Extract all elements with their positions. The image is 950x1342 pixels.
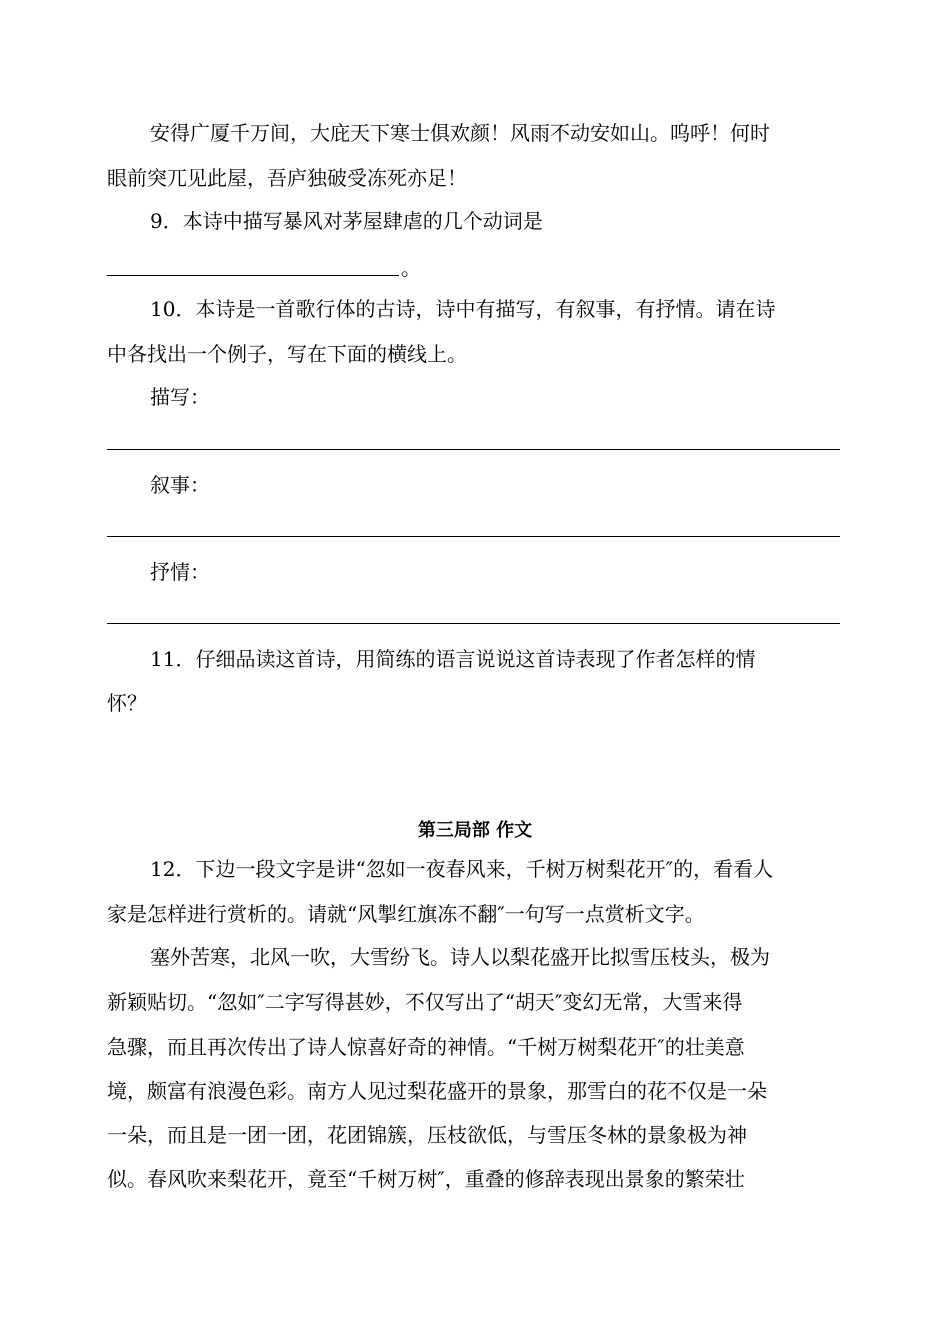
- q9-end-mark: 。: [401, 256, 421, 280]
- answer-line-q9: [107, 275, 399, 276]
- question-10-line-1: 10．本诗是一首歌行体的古诗，诗中有描写，有叙事，有抒情。请在诗: [150, 297, 776, 321]
- answer-line-narrate: [107, 536, 840, 537]
- question-12-line-1: 12．下边一段文字是讲“忽如一夜春风来，千树万树梨花开″的，看看人: [150, 857, 774, 881]
- label-describe: 描写：: [150, 385, 210, 409]
- poem-line-1: 安得广厦千万间，大庇天下寒士俱欢颜！风雨不动安如山。呜呼！何时: [150, 121, 770, 145]
- passage-line-5: 一朵，而且是一团一团，花团锦簇，压枝欲低，与雪压冬林的景象极为神: [107, 1123, 747, 1147]
- answer-line-lyric: [107, 623, 840, 624]
- question-12-line-2: 家是怎样进行赏析的。请就“风掣红旗冻不翻″一句写一点赏析文字。: [107, 902, 705, 926]
- passage-line-2: 新颖贴切。“忽如″二字写得甚妙，不仅写出了“胡天″变幻无常，大雪来得: [107, 990, 743, 1014]
- passage-line-3: 急骤，而且再次传出了诗人惊喜好奇的神情。“千树万树梨花开″的壮美意: [107, 1035, 745, 1059]
- question-11-line-1: 11．仔细品读这首诗，用简练的语言说说这首诗表现了作者怎样的情: [150, 647, 756, 671]
- answer-line-describe: [107, 449, 840, 450]
- label-narrate: 叙事：: [150, 473, 210, 497]
- question-10-line-2: 中各找出一个例子，写在下面的横线上。: [107, 342, 467, 366]
- passage-line-1: 塞外苦寒，北风一吹，大雪纷飞。诗人以梨花盛开比拟雪压枝头，极为: [150, 945, 770, 969]
- question-11-line-2: 怀？: [107, 691, 147, 715]
- section-3-title: 第三局部 作文: [417, 820, 533, 841]
- passage-line-4: 境，颇富有浪漫色彩。南方人见过梨花盛开的景象，那雪白的花不仅是一朵: [107, 1079, 767, 1103]
- question-9: 9．本诗中描写暴风对茅屋肆虐的几个动词是: [150, 209, 543, 233]
- poem-line-2: 眼前突兀见此屋，吾庐独破受冻死亦足！: [107, 166, 467, 190]
- label-lyric: 抒情：: [150, 560, 210, 584]
- passage-line-6: 似。春风吹来梨花开，竟至“千树万树″，重叠的修辞表现出景象的繁荣壮: [107, 1167, 745, 1191]
